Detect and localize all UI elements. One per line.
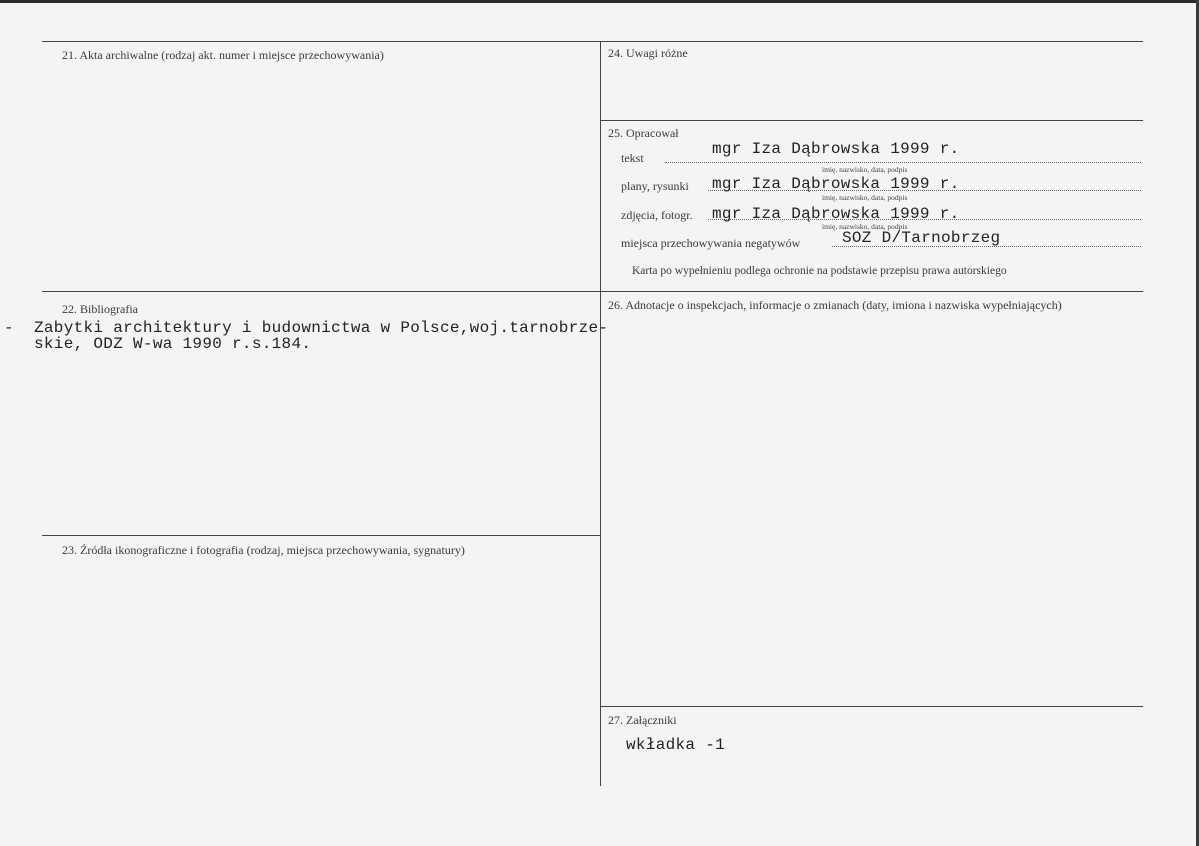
plany-caption: imię, nazwisko, data, podpis	[822, 193, 908, 202]
plany-label: plany, rysunki	[621, 179, 689, 193]
negatywy-value: SOZ D/Tarnobrzeg	[842, 229, 1001, 247]
tekst-caption: imię, nazwisko, data, podpis	[822, 165, 908, 174]
rule-26-27	[601, 706, 1143, 707]
section-23-label: 23. Źródła ikonograficzne i fotografia (rodzaj, miejsca przechowywania, sygnatury)	[62, 543, 465, 557]
section-22-label: 22. Bibliografia	[62, 302, 138, 316]
zdjecia-caption: imię, nazwisko, data, podpis	[822, 222, 908, 231]
zdjecia-value: mgr Iza Dąbrowska 1999 r.	[712, 205, 960, 223]
top-rule	[42, 41, 1143, 42]
section-26-label: 26. Adnotacje o inspekcjach, informacje o zmianach (daty, imiona i nazwiska wypełniających)	[608, 298, 1062, 312]
rule-mid	[42, 291, 1143, 292]
top-edge	[0, 0, 1199, 3]
bibliography-bullet: -	[4, 319, 14, 337]
attachments-value: wkładka -1	[626, 736, 726, 754]
center-divider	[600, 41, 601, 786]
copyright-note: Karta po wypełnieniu podlega ochronie na podstawie przepisu prawa autorskiego	[632, 265, 1007, 277]
section-21-label: 21. Akta archiwalne (rodzaj akt. numer i miejsce przechowywania)	[62, 48, 384, 62]
rule-22-23	[42, 535, 601, 536]
plany-value: mgr Iza Dąbrowska 1999 r.	[712, 175, 960, 193]
tekst-label: tekst	[621, 151, 644, 165]
section-27-label: 27. Załączniki	[608, 713, 677, 727]
zdjecia-label: zdjęcia, fotogr.	[621, 208, 693, 222]
bibliography-line-1: Zabytki architektury i budownictwa w Polsce,woj.tarnobrze-	[34, 319, 609, 337]
negatywy-label: miejsca przechowywania negatywów	[621, 236, 801, 250]
bibliography-line-2: skie, ODZ W-wa 1990 r.s.184.	[34, 335, 312, 353]
rule-24-25	[601, 120, 1143, 121]
section-24-label: 24. Uwagi różne	[608, 46, 688, 60]
tekst-dotted-line	[665, 162, 1141, 163]
section-25-label: 25. Opracował	[608, 126, 679, 140]
tekst-value: mgr Iza Dąbrowska 1999 r.	[712, 140, 960, 158]
